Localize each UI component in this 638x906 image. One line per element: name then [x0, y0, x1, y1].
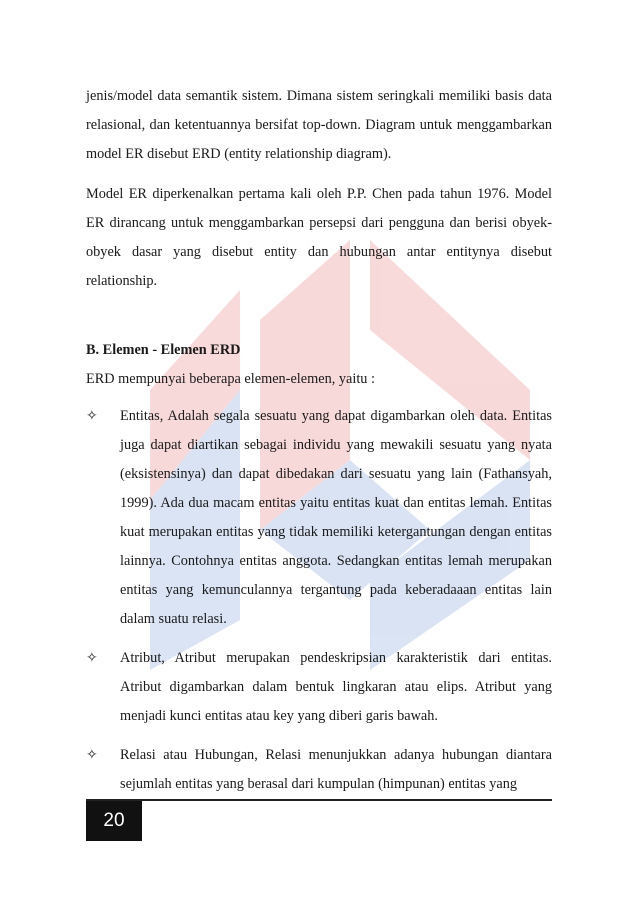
list-item-relasi — [86, 741, 552, 799]
list-item-text: Entitas, Adalah segala sesuatu yang dapat digambarkan oleh data. Entitas juga dapat diartikan sebagai individu yang mewakili sesuatu yang nyata (eksistensinya) dan dapat dibedakan dari sesuatu yang lain (Fathansyah, 1999). Ada dua macam entitas yaitu entitas kuat dan entitas lemah. Entitas kuat merupakan entitas yang tidak memiliki ketergantungan dengan entitas lainnya. Contohnya entitas anggota. Sedangkan entitas lemah merupakan entitas yang kemunculannya tergantung pada keberadaaan entitas lain dalam suatu relasi. — [120, 408, 552, 627]
section-heading: B. Elemen - Elemen ERD — [86, 342, 241, 358]
section-intro: ERD mempunyai beberapa elemen-elemen, yaitu : — [86, 371, 376, 387]
diamond-outline-icon: ✧ — [86, 650, 98, 666]
list-item-text: Atribut, Atribut merupakan pendeskripsian karakteristik dari entitas. Atribut digambarkan dalam bentuk lingkaran atau elips. Atribut yang menjadi kunci entitas atau key yang diberi garis bawah. — [120, 650, 552, 724]
diamond-outline-icon: ✧ — [86, 408, 98, 424]
footer-divider — [86, 799, 552, 801]
page-number-text: 20 — [103, 810, 125, 831]
paragraph-erd-intro: jenis/model data semantik sistem. Dimana sistem seringkali memiliki basis data relasional, dan ketentuannya bersifat top-down. Diagram untuk menggambarkan model ER disebut ERD (entity relationship diagram). — [86, 88, 552, 162]
element-list — [86, 402, 552, 799]
diamond-outline-icon: ✧ — [86, 747, 98, 763]
list-item-entitas — [86, 402, 552, 634]
list-item-text: Relasi atau Hubungan, Relasi menunjukkan adanya hubungan diantara sejumlah entitas yang berasal dari kumpulan (himpunan) entitas yang — [120, 747, 552, 792]
page-number — [86, 801, 142, 841]
paragraph-er-model: Model ER diperkenalkan pertama kali oleh P.P. Chen pada tahun 1976. Model ER dirancang untuk menggambarkan persepsi dari pengguna dan berisi obyek-obyek dasar yang disebut entity dan hubungan antar entitynya disebut relationship. — [86, 186, 552, 289]
page-content — [86, 82, 552, 809]
list-item-atribut — [86, 644, 552, 731]
